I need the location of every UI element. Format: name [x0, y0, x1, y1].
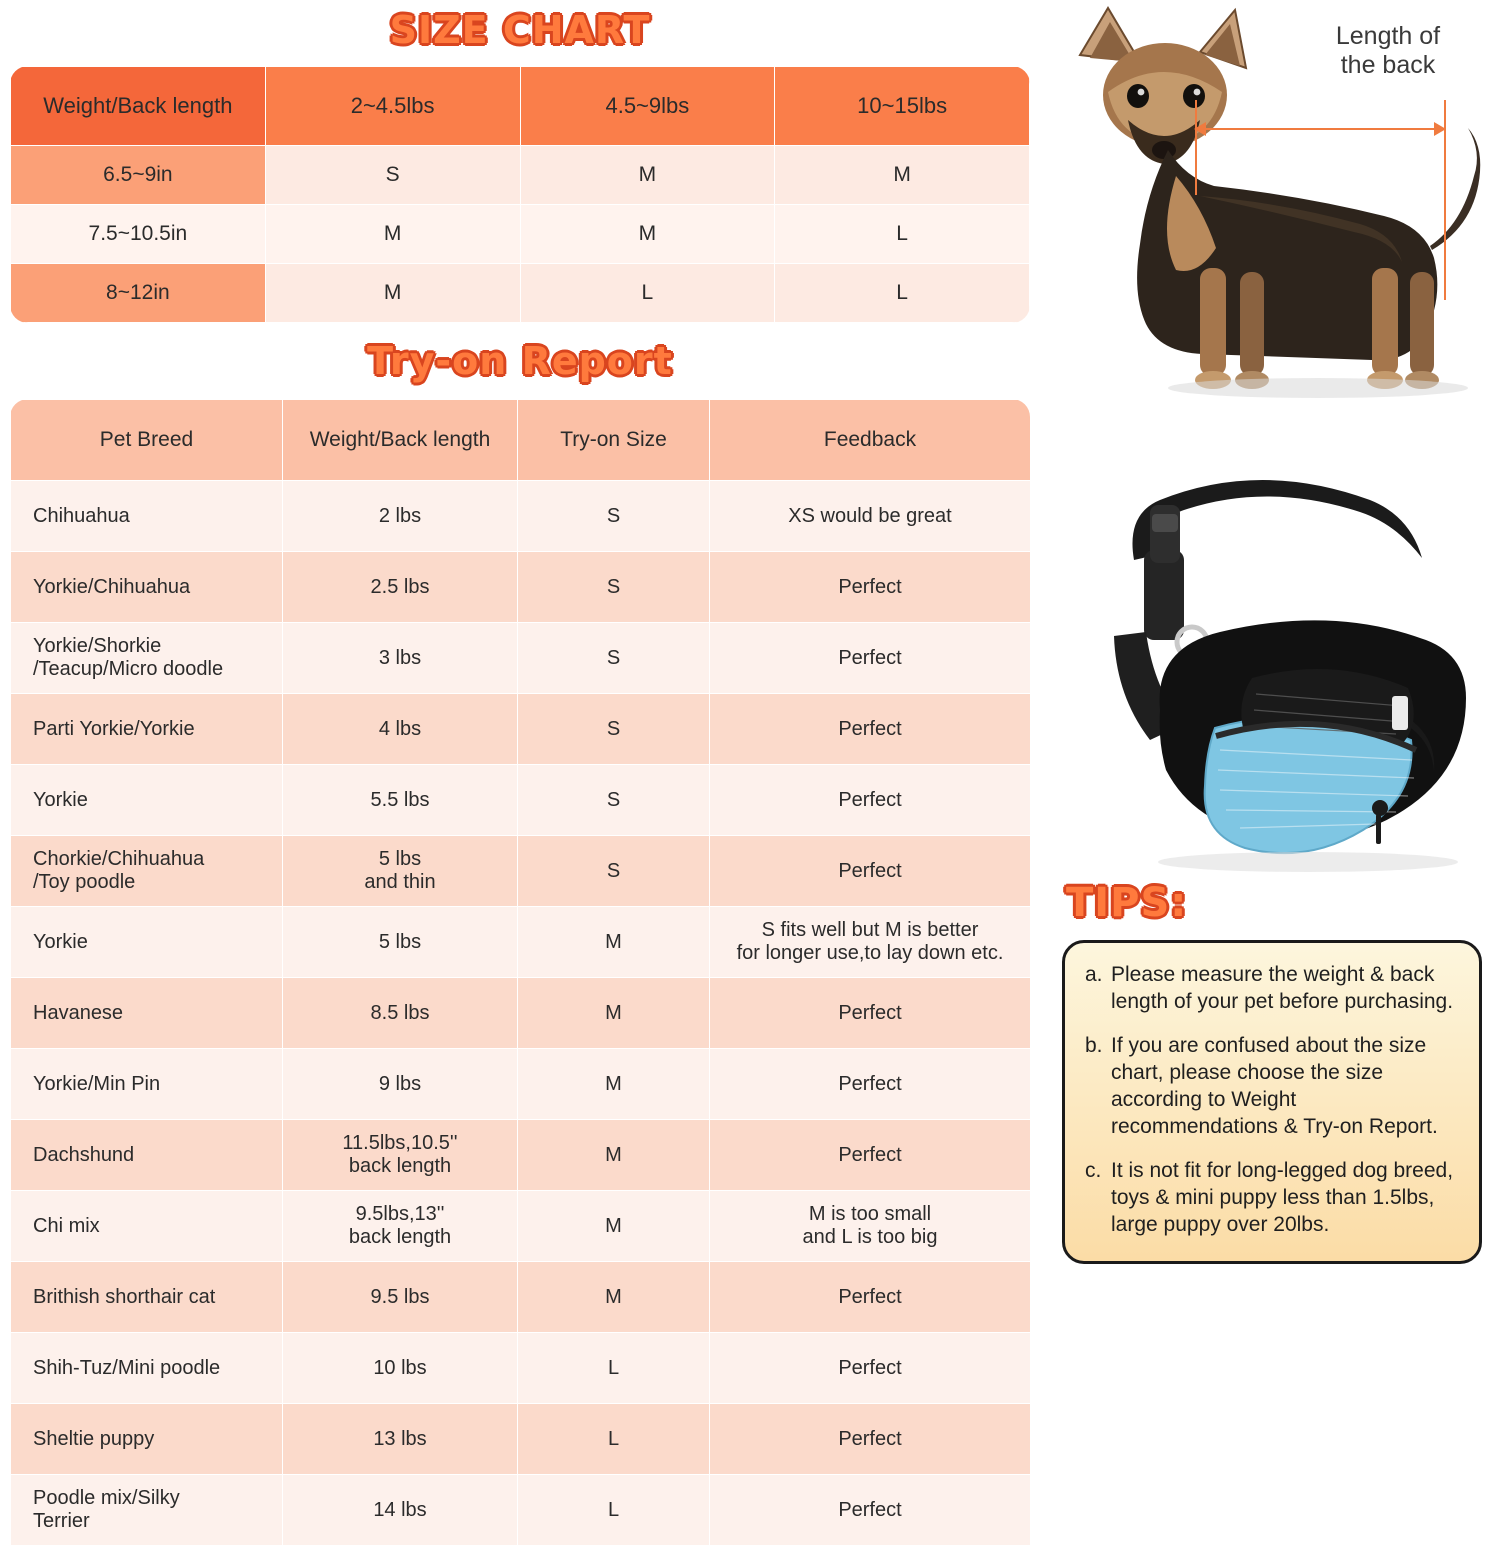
table-row — [11, 623, 1031, 694]
cell-feedback-line2: for longer use,to lay down etc. — [736, 942, 1004, 964]
cell-weight — [283, 1120, 518, 1191]
cell-weight: 2 lbs — [283, 481, 518, 552]
cell-weight: 14 lbs — [283, 1475, 518, 1546]
tips-box — [1062, 940, 1482, 1264]
cell-weight — [283, 836, 518, 907]
cell-feedback: XS would be great — [710, 481, 1031, 552]
cell-weight: 8.5 lbs — [283, 978, 518, 1049]
cell-size: S — [518, 623, 710, 694]
cell-breed: Shih-Tuz/Mini poodle — [11, 1333, 283, 1404]
cell-size: M — [518, 1262, 710, 1333]
size-chart-header-1: 2~4.5lbs — [265, 67, 520, 146]
cell-breed: Yorkie/Min Pin — [11, 1049, 283, 1120]
size-chart-header-2: 4.5~9lbs — [520, 67, 775, 146]
cell-size: S — [518, 552, 710, 623]
table-row — [11, 907, 1031, 978]
cell-breed-line2: /Toy poodle — [33, 871, 136, 893]
cell-size: S — [518, 694, 710, 765]
cell-breed — [11, 836, 283, 907]
cell-breed-line1: Poodle mix/Silky — [33, 1487, 180, 1509]
size-chart-header-0: Weight/Back length — [11, 67, 266, 146]
tip-text: Please measure the weight & back length of your pet before purchasing. — [1111, 963, 1454, 1014]
cell-breed — [11, 623, 283, 694]
cell-breed: Yorkie — [11, 765, 283, 836]
cell-feedback: Perfect — [710, 552, 1031, 623]
table-row — [11, 978, 1031, 1049]
cell-weight: 5.5 lbs — [283, 765, 518, 836]
size-chart-cell: L — [775, 264, 1030, 323]
cell-weight-line2: back length — [348, 1226, 452, 1248]
size-chart-cell: M — [520, 146, 775, 205]
size-chart-header-3: 10~15lbs — [775, 67, 1030, 146]
cell-breed-line1: Yorkie/Shorkie — [33, 635, 162, 657]
cell-size: S — [518, 765, 710, 836]
size-chart-cell: M — [520, 205, 775, 264]
table-row — [11, 836, 1031, 907]
table-row — [11, 552, 1031, 623]
table-row — [11, 1333, 1031, 1404]
cell-feedback: Perfect — [710, 1049, 1031, 1120]
cell-feedback: Perfect — [710, 836, 1031, 907]
cell-breed-line2: Terrier — [33, 1510, 90, 1532]
tryon-report-title: Try-on Report — [367, 339, 673, 383]
cell-size: L — [518, 1475, 710, 1546]
cell-weight-line2: back length — [348, 1155, 452, 1177]
cell-size: M — [518, 1120, 710, 1191]
tip-marker: b. — [1085, 1033, 1103, 1057]
table-row — [11, 694, 1031, 765]
cell-weight-line2: and thin — [364, 871, 436, 893]
cell-feedback: Perfect — [710, 1120, 1031, 1191]
cell-breed: Yorkie — [11, 907, 283, 978]
tip-item — [1085, 1157, 1459, 1239]
cell-weight-line1: 11.5lbs,10.5'' — [342, 1132, 458, 1154]
cell-feedback-line1: M is too small — [808, 1203, 932, 1225]
cell-feedback: Perfect — [710, 1333, 1031, 1404]
size-chart-table-wrap — [10, 66, 1030, 323]
table-header-row — [11, 400, 1031, 481]
table-row — [11, 1404, 1031, 1475]
tryon-report-table — [10, 399, 1030, 1546]
back-length-caption-line1: Length of — [1335, 22, 1441, 50]
cell-breed: Sheltie puppy — [11, 1404, 283, 1475]
cell-weight: 9.5 lbs — [283, 1262, 518, 1333]
cell-feedback: Perfect — [710, 1475, 1031, 1546]
cell-weight: 3 lbs — [283, 623, 518, 694]
cell-size: M — [518, 907, 710, 978]
right-column — [1040, 0, 1500, 1486]
cell-breed: Chi mix — [11, 1191, 283, 1262]
cell-weight — [283, 1191, 518, 1262]
tip-item — [1085, 961, 1459, 1016]
cell-weight: 2.5 lbs — [283, 552, 518, 623]
cell-feedback: Perfect — [710, 1404, 1031, 1475]
size-chart-cell: 7.5~10.5in — [11, 205, 266, 264]
cell-breed: Chihuahua — [11, 481, 283, 552]
size-chart-cell: M — [775, 146, 1030, 205]
table-row — [11, 264, 1030, 323]
table-row — [11, 1120, 1031, 1191]
cell-breed-line2: /Teacup/Micro doodle — [33, 658, 224, 680]
table-row — [11, 146, 1030, 205]
cell-size: M — [518, 978, 710, 1049]
table-row — [11, 765, 1031, 836]
table-row — [11, 205, 1030, 264]
tip-text: If you are confused about the size chart, please choose the size according to Weight recommendations & Try-on Report. — [1111, 1033, 1438, 1139]
cell-breed: Yorkie/Chihuahua — [11, 552, 283, 623]
cell-feedback — [710, 907, 1031, 978]
back-length-caption — [1298, 22, 1478, 80]
tryon-header-0: Pet Breed — [11, 400, 283, 481]
dog-measurement-illustration — [1040, 0, 1500, 410]
cell-weight-line1: 5 lbs — [378, 848, 422, 870]
cell-breed: Dachshund — [11, 1120, 283, 1191]
cell-size: M — [518, 1049, 710, 1120]
table-row — [11, 1262, 1031, 1333]
size-chart-cell: M — [265, 205, 520, 264]
back-length-arrow — [1195, 128, 1445, 130]
table-header-row — [11, 67, 1030, 146]
table-row — [11, 481, 1031, 552]
cell-feedback: Perfect — [710, 623, 1031, 694]
tryon-header-2: Try-on Size — [518, 400, 710, 481]
tryon-table-wrap — [10, 399, 1030, 1546]
size-chart-table — [10, 66, 1030, 323]
cell-size: S — [518, 481, 710, 552]
size-chart-cell: L — [520, 264, 775, 323]
cell-feedback: Perfect — [710, 765, 1031, 836]
cell-weight-line1: 9.5lbs,13'' — [355, 1203, 445, 1225]
pet-carrier-sling-image — [1040, 410, 1500, 880]
tip-marker: c. — [1085, 1158, 1102, 1182]
tryon-header-1: Weight/Back length — [283, 400, 518, 481]
cell-breed-line1: Chorkie/Chihuahua — [33, 848, 205, 870]
cell-feedback: Perfect — [710, 978, 1031, 1049]
cell-feedback: Perfect — [710, 1262, 1031, 1333]
cell-feedback: Perfect — [710, 694, 1031, 765]
table-row — [11, 1049, 1031, 1120]
cell-weight: 13 lbs — [283, 1404, 518, 1475]
size-chart-cell: L — [775, 205, 1030, 264]
cell-weight: 4 lbs — [283, 694, 518, 765]
back-length-caption-line2: the back — [1340, 50, 1436, 79]
cell-weight: 5 lbs — [283, 907, 518, 978]
measure-guide-line-front — [1195, 100, 1197, 195]
cell-feedback — [710, 1191, 1031, 1262]
cell-breed: Parti Yorkie/Yorkie — [11, 694, 283, 765]
size-chart-cell: 6.5~9in — [11, 146, 266, 205]
cell-feedback-line2: and L is too big — [802, 1226, 938, 1248]
table-row — [11, 1191, 1031, 1262]
cell-breed — [11, 1475, 283, 1546]
cell-feedback-line1: S fits well but M is better — [761, 919, 979, 941]
tip-marker: a. — [1085, 963, 1103, 986]
cell-breed: Brithish shorthair cat — [11, 1262, 283, 1333]
cell-weight: 9 lbs — [283, 1049, 518, 1120]
size-chart-cell: M — [265, 264, 520, 323]
carrier-bag-illustration — [1040, 410, 1490, 880]
cell-breed: Havanese — [11, 978, 283, 1049]
tryon-header-3: Feedback — [710, 400, 1031, 481]
table-row — [11, 1475, 1031, 1546]
cell-size: L — [518, 1333, 710, 1404]
tip-text: It is not fit for long-legged dog breed, toys & mini puppy less than 1.5lbs, large puppy over 20lbs. — [1111, 1158, 1454, 1237]
size-chart-title: SIZE CHART — [389, 8, 651, 52]
cell-size: L — [518, 1404, 710, 1475]
cell-size: S — [518, 836, 710, 907]
cell-weight: 10 lbs — [283, 1333, 518, 1404]
tip-item — [1085, 1032, 1459, 1141]
size-chart-cell: S — [265, 146, 520, 205]
tips-title: TIPS: — [1066, 880, 1188, 926]
size-chart-cell: 8~12in — [11, 264, 266, 323]
cell-size: M — [518, 1191, 710, 1262]
